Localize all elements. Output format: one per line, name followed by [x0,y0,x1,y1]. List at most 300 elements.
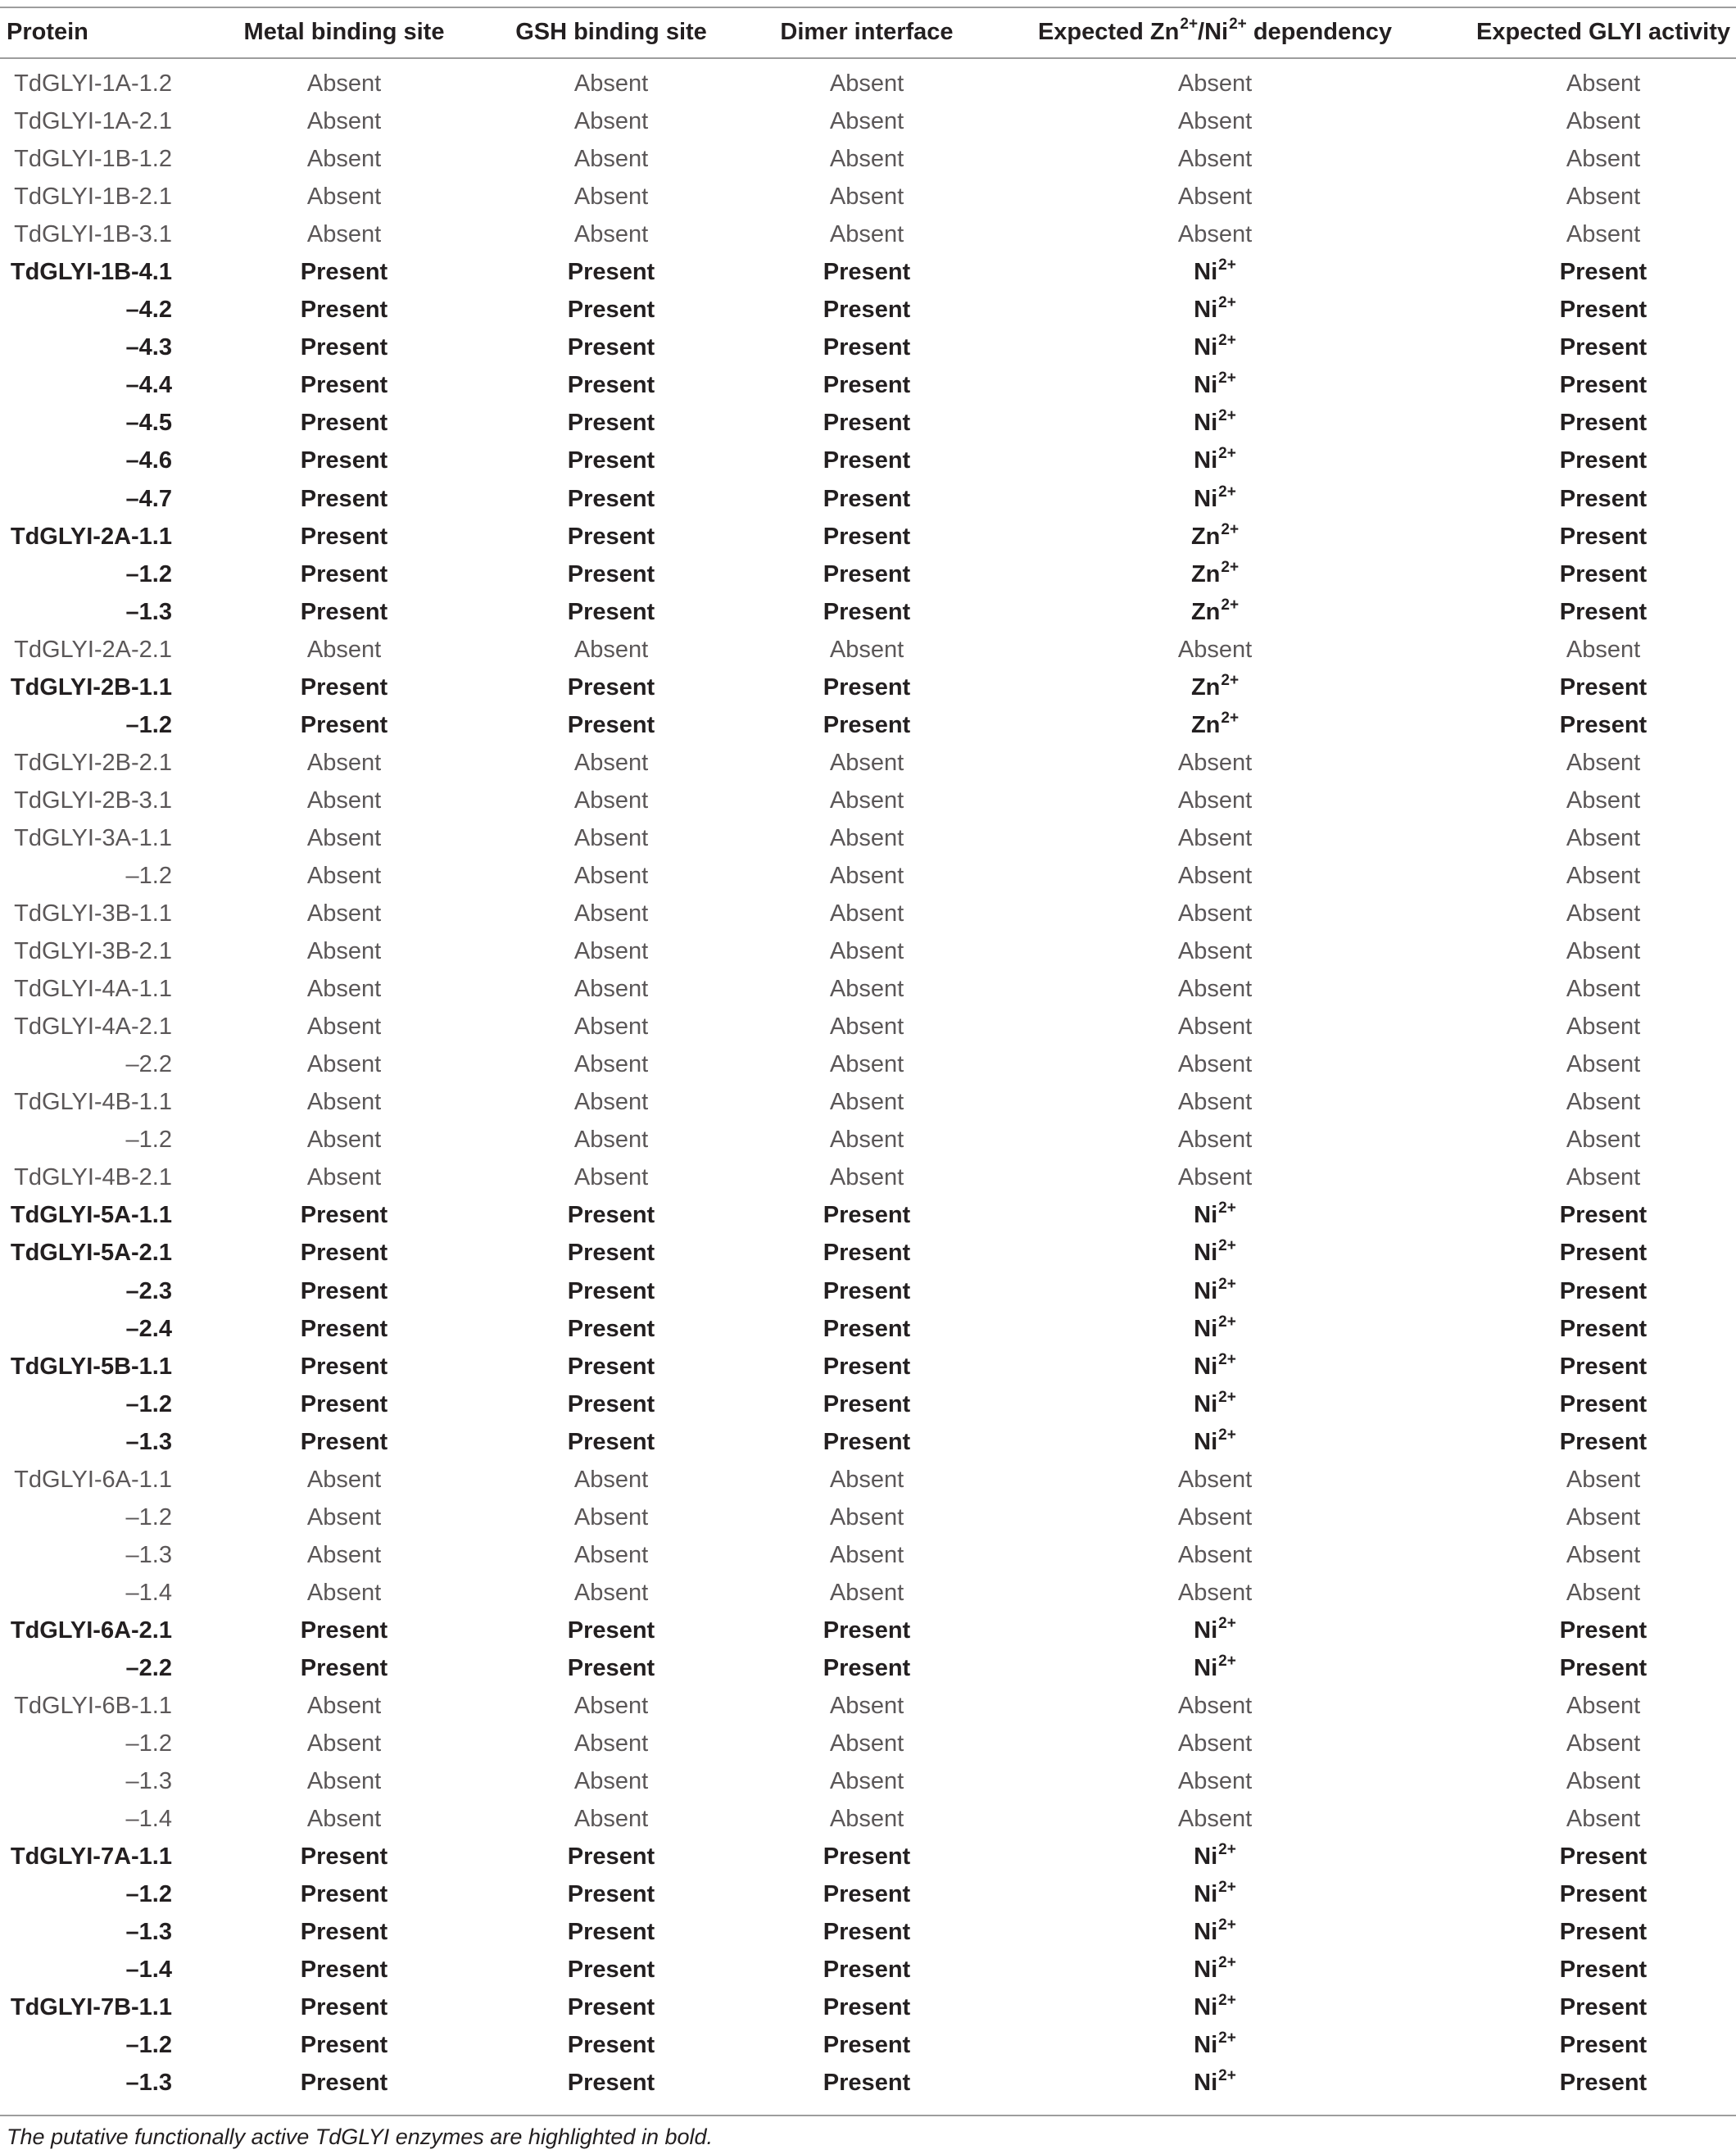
cell-metal-binding-site: Present [300,334,388,361]
cell-expected-glyi-activity: Present [1559,1277,1648,1304]
cell-protein: TdGLYI-2B-2.1 [14,749,172,776]
cell-expected-glyi-activity: Absent [1566,787,1641,814]
cell-gsh-binding-site: Present [567,598,655,625]
cell-protein: –1.3 [125,1541,172,1568]
dependency-ion: Ni [1194,1919,1218,1946]
dependency-ion: Zn [1190,673,1221,701]
dependency-ion-charge: 2+ [1218,483,1236,501]
cell-dimer-interface: Absent [829,1089,904,1116]
dependency-ion: Absent [1177,1127,1253,1154]
cell-metal-binding-site: Present [300,1843,388,1871]
cell-dimer-interface: Absent [829,1051,904,1078]
cell-expected-glyi-activity: Absent [1566,221,1641,248]
cell-dimer-interface: Present [823,1202,911,1229]
dependency-ion-charge: 2+ [1218,1237,1236,1255]
cell-protein: –4.4 [125,372,172,399]
cell-expected-dependency [1178,895,1252,932]
dependency-ion: Absent [1177,1730,1253,1757]
dependency-ion-charge: 2+ [1218,370,1236,388]
cell-expected-glyi-activity: Absent [1566,146,1641,173]
cell-expected-dependency [1194,1234,1236,1272]
cell-expected-dependency [1194,404,1236,442]
table-row [0,857,1736,895]
cell-expected-glyi-activity: Absent [1566,1768,1641,1795]
cell-protein: –1.2 [125,560,172,587]
cell-expected-glyi-activity: Present [1559,560,1648,587]
cell-dimer-interface: Present [823,1843,911,1871]
dependency-ion-charge: 2+ [1218,332,1236,350]
cell-gsh-binding-site: Absent [573,787,649,814]
table-row [0,2064,1736,2102]
cell-metal-binding-site: Present [300,1957,388,1984]
dependency-ion: Absent [1177,1693,1253,1720]
dependency-ion-charge: 2+ [1218,2029,1236,2047]
cell-dimer-interface: Absent [829,184,904,211]
table-row [0,291,1736,329]
cell-metal-binding-site: Present [300,1240,388,1267]
cell-expected-glyi-activity: Absent [1566,1503,1641,1530]
cell-protein: TdGLYI-1A-1.2 [14,70,172,97]
cell-expected-glyi-activity: Present [1559,1994,1648,2021]
cell-gsh-binding-site: Present [567,1277,655,1304]
cell-protein: TdGLYI-4B-2.1 [14,1164,172,1191]
dependency-ion: Absent [1177,1466,1253,1493]
cell-gsh-binding-site: Present [567,1843,655,1871]
dependency-ion: Ni [1194,1843,1218,1871]
cell-gsh-binding-site: Absent [573,1164,649,1191]
table-row [0,1272,1736,1310]
cell-protein: TdGLYI-2A-1.1 [10,523,172,550]
cell-expected-glyi-activity: Absent [1566,900,1641,927]
cell-expected-glyi-activity: Present [1559,1353,1648,1380]
table-row [0,1687,1736,1725]
dependency-ion-charge: 2+ [1218,407,1236,425]
cell-dimer-interface: Absent [829,146,904,173]
cell-expected-glyi-activity: Present [1559,2070,1648,2097]
cell-expected-dependency [1194,480,1236,518]
cell-expected-dependency [1194,1385,1236,1423]
cell-expected-dependency [1194,1988,1236,2026]
cell-expected-glyi-activity: Present [1559,372,1648,399]
cell-protein: TdGLYI-3A-1.1 [14,824,172,851]
cell-dimer-interface: Present [823,598,911,625]
cell-protein: –2.2 [125,1051,172,1078]
table-row [0,1988,1736,2026]
cell-metal-binding-site: Present [300,1919,388,1946]
cell-expected-glyi-activity: Present [1559,334,1648,361]
cell-gsh-binding-site: Present [567,1202,655,1229]
cell-metal-binding-site: Absent [306,900,382,927]
cell-expected-glyi-activity: Absent [1566,1127,1641,1154]
dependency-ion: Ni [1194,372,1218,399]
cell-dimer-interface: Present [823,2070,911,2097]
header-expected-dependency [1038,7,1392,57]
cell-expected-glyi-activity: Present [1559,1843,1648,1871]
cell-expected-dependency [1178,1159,1252,1196]
cell-dimer-interface: Present [823,1390,911,1417]
cell-expected-dependency [1194,1612,1236,1649]
table-row [0,1083,1736,1121]
cell-expected-dependency [1191,706,1239,744]
cell-metal-binding-site: Absent [306,1806,382,1833]
cell-protein: TdGLYI-7B-1.1 [10,1994,172,2021]
cell-dimer-interface: Absent [829,749,904,776]
dependency-ion: Absent [1177,70,1253,97]
cell-protein: –1.3 [125,2070,172,2097]
cell-protein: TdGLYI-1B-4.1 [10,259,172,286]
cell-dimer-interface: Absent [829,1466,904,1493]
dependency-ion-charge: 2+ [1218,1841,1236,1859]
cell-protein: TdGLYI-3B-1.1 [14,900,172,927]
cell-protein: –1.2 [125,1881,172,1908]
table-row [0,1574,1736,1612]
cell-gsh-binding-site: Present [567,1428,655,1455]
cell-expected-dependency [1194,442,1236,479]
cell-expected-dependency [1178,1762,1252,1800]
cell-protein: –4.6 [125,447,172,474]
cell-protein: TdGLYI-4B-1.1 [14,1089,172,1116]
header-dependency-mid: /Ni [1198,19,1229,45]
cell-expected-glyi-activity: Present [1559,410,1648,437]
table-row [0,1536,1736,1574]
cell-metal-binding-site: Absent [306,1768,382,1795]
cell-protein: –1.4 [125,1957,172,1984]
cell-protein: TdGLYI-6A-1.1 [14,1466,172,1493]
table-header-rule [0,57,1736,59]
dependency-ion: Zn [1190,523,1221,550]
cell-expected-glyi-activity: Absent [1566,1089,1641,1116]
cell-expected-glyi-activity: Present [1559,1390,1648,1417]
cell-protein: TdGLYI-6A-2.1 [10,1617,172,1644]
cell-expected-dependency [1194,1348,1236,1385]
cell-expected-dependency [1194,1649,1236,1687]
dependency-ion: Ni [1194,334,1218,361]
cell-expected-glyi-activity: Present [1559,598,1648,625]
cell-metal-binding-site: Absent [306,1127,382,1154]
cell-gsh-binding-site: Absent [573,1730,649,1757]
table-row [0,1875,1736,1913]
cell-expected-dependency [1178,1461,1252,1499]
cell-protein: –1.3 [125,1428,172,1455]
table-row [0,1045,1736,1083]
cell-gsh-binding-site: Absent [573,146,649,173]
cell-metal-binding-site: Present [300,673,388,701]
table-row [0,1725,1736,1762]
cell-gsh-binding-site: Absent [573,900,649,927]
cell-metal-binding-site: Absent [306,1579,382,1606]
cell-expected-glyi-activity: Absent [1566,1730,1641,1757]
dependency-ion: Absent [1177,862,1253,889]
cell-protein: –2.3 [125,1277,172,1304]
cell-expected-glyi-activity: Absent [1566,749,1641,776]
cell-dimer-interface: Present [823,1240,911,1267]
dependency-ion: Absent [1177,1541,1253,1568]
cell-metal-binding-site: Absent [306,1503,382,1530]
table-row [0,1159,1736,1196]
cell-expected-dependency [1194,2026,1236,2064]
table-row [0,669,1736,706]
dependency-ion: Ni [1194,447,1218,474]
cell-expected-dependency [1178,1574,1252,1612]
cell-expected-dependency [1178,1008,1252,1045]
table-body [0,65,1736,2102]
dependency-ion: Ni [1194,2032,1218,2059]
cell-expected-glyi-activity: Present [1559,711,1648,738]
cell-metal-binding-site: Present [300,259,388,286]
dependency-ion: Absent [1177,976,1253,1003]
cell-expected-glyi-activity: Absent [1566,824,1641,851]
cell-expected-glyi-activity: Absent [1566,1579,1641,1606]
table-row [0,518,1736,556]
cell-expected-glyi-activity: Present [1559,259,1648,286]
table-footnote: The putative functionally active TdGLYI enzymes are highlighted in bold. [7,2125,714,2149]
cell-expected-dependency [1178,1800,1252,1838]
table-row [0,593,1736,631]
cell-metal-binding-site: Absent [306,221,382,248]
cell-dimer-interface: Absent [829,976,904,1003]
cell-metal-binding-site: Present [300,297,388,324]
cell-dimer-interface: Present [823,1881,911,1908]
cell-expected-glyi-activity: Present [1559,1315,1648,1342]
cell-gsh-binding-site: Absent [573,1768,649,1795]
cell-expected-dependency [1178,65,1252,102]
cell-metal-binding-site: Present [300,1994,388,2021]
cell-gsh-binding-site: Absent [573,1806,649,1833]
cell-expected-dependency [1194,1838,1236,1875]
cell-metal-binding-site: Present [300,560,388,587]
cell-dimer-interface: Absent [829,1541,904,1568]
header-dimer-interface: Dimer interface [780,19,954,45]
cell-dimer-interface: Absent [829,1768,904,1795]
cell-gsh-binding-site: Present [567,1881,655,1908]
cell-protein: TdGLYI-1B-3.1 [14,221,172,248]
dependency-ion: Ni [1194,410,1218,437]
table-row [0,1838,1736,1875]
cell-gsh-binding-site: Present [567,1617,655,1644]
dependency-ion: Ni [1194,1428,1218,1455]
cell-dimer-interface: Present [823,372,911,399]
cell-gsh-binding-site: Absent [573,1503,649,1530]
dependency-ion: Absent [1177,108,1253,135]
dependency-ion-charge: 2+ [1221,558,1240,576]
cell-metal-binding-site: Present [300,372,388,399]
cell-gsh-binding-site: Present [567,1390,655,1417]
cell-expected-dependency [1191,669,1239,706]
cell-dimer-interface: Present [823,297,911,324]
table-row [0,706,1736,744]
cell-expected-dependency [1178,744,1252,782]
cell-dimer-interface: Present [823,485,911,512]
cell-protein: TdGLYI-3B-2.1 [14,938,172,965]
dependency-ion: Zn [1190,711,1221,738]
cell-gsh-binding-site: Present [567,410,655,437]
cell-expected-dependency [1178,1536,1252,1574]
cell-protein: –1.2 [125,1127,172,1154]
dependency-ion: Ni [1194,1957,1218,1984]
cell-dimer-interface: Present [823,711,911,738]
cell-metal-binding-site: Absent [306,1014,382,1041]
dependency-ion: Ni [1194,1277,1218,1304]
cell-dimer-interface: Absent [829,1806,904,1833]
cell-protein: –4.2 [125,297,172,324]
cell-expected-dependency [1178,1687,1252,1725]
cell-gsh-binding-site: Absent [573,1051,649,1078]
dependency-ion: Absent [1177,636,1253,663]
table-row [0,1348,1736,1385]
cell-expected-dependency [1194,329,1236,366]
dependency-ion-charge: 2+ [1218,1954,1236,1972]
dependency-ion-charge: 2+ [1218,1652,1236,1670]
cell-gsh-binding-site: Present [567,1654,655,1681]
cell-expected-glyi-activity: Absent [1566,976,1641,1003]
table-bottom-rule [0,2115,1736,2116]
cell-dimer-interface: Absent [829,1579,904,1606]
cell-metal-binding-site: Absent [306,70,382,97]
cell-protein: –1.4 [125,1579,172,1606]
cell-gsh-binding-site: Absent [573,1693,649,1720]
cell-expected-dependency [1178,178,1252,215]
cell-expected-dependency [1178,1725,1252,1762]
cell-dimer-interface: Absent [829,824,904,851]
cell-dimer-interface: Present [823,1919,911,1946]
cell-dimer-interface: Absent [829,1014,904,1041]
table-row [0,744,1736,782]
cell-gsh-binding-site: Present [567,2070,655,2097]
cell-metal-binding-site: Absent [306,1051,382,1078]
cell-dimer-interface: Absent [829,938,904,965]
dependency-ion-charge: 2+ [1218,256,1236,274]
table-row [0,2026,1736,2064]
cell-protein: –1.4 [125,1806,172,1833]
dependency-ion: Absent [1177,1806,1253,1833]
cell-protein: TdGLYI-1A-2.1 [14,108,172,135]
cell-gsh-binding-site: Present [567,673,655,701]
cell-metal-binding-site: Present [300,1315,388,1342]
cell-expected-dependency [1178,1045,1252,1083]
cell-dimer-interface: Present [823,259,911,286]
cell-expected-dependency [1178,1121,1252,1159]
cell-gsh-binding-site: Present [567,523,655,550]
cell-expected-glyi-activity: Present [1559,297,1648,324]
cell-protein: –1.2 [125,1390,172,1417]
cell-dimer-interface: Present [823,560,911,587]
cell-expected-glyi-activity: Present [1559,1957,1648,1984]
cell-metal-binding-site: Present [300,1277,388,1304]
cell-expected-glyi-activity: Absent [1566,70,1641,97]
cell-expected-glyi-activity: Absent [1566,108,1641,135]
cell-dimer-interface: Present [823,1428,911,1455]
cell-gsh-binding-site: Absent [573,1541,649,1568]
cell-metal-binding-site: Absent [306,1541,382,1568]
dependency-ion-charge: 2+ [1218,1879,1236,1897]
table-row [0,1499,1736,1536]
cell-gsh-binding-site: Absent [573,976,649,1003]
cell-protein: –1.2 [125,2032,172,2059]
dependency-ion-charge: 2+ [1221,709,1240,727]
dependency-ion-charge: 2+ [1218,1313,1236,1331]
cell-gsh-binding-site: Absent [573,1466,649,1493]
cell-expected-glyi-activity: Present [1559,1240,1648,1267]
dependency-ion: Ni [1194,1353,1218,1380]
dependency-ion-charge: 2+ [1218,1992,1236,2010]
cell-metal-binding-site: Absent [306,824,382,851]
cell-expected-glyi-activity: Absent [1566,636,1641,663]
cell-dimer-interface: Present [823,1654,911,1681]
cell-protein: TdGLYI-7A-1.1 [10,1843,172,1871]
table-row [0,895,1736,932]
cell-protein: TdGLYI-5B-1.1 [10,1353,172,1380]
table-row [0,1196,1736,1234]
cell-gsh-binding-site: Present [567,334,655,361]
cell-gsh-binding-site: Present [567,560,655,587]
cell-expected-dependency [1194,1951,1236,1988]
cell-expected-dependency [1191,556,1239,593]
table-row [0,1951,1736,1988]
dependency-ion: Ni [1194,2070,1218,2097]
table-row [0,970,1736,1008]
cell-protein: TdGLYI-2B-1.1 [10,673,172,701]
table-row [0,1008,1736,1045]
cell-gsh-binding-site: Absent [573,70,649,97]
header-gsh-binding-site: GSH binding site [515,19,707,45]
dependency-ion: Absent [1177,787,1253,814]
cell-protein: –4.5 [125,410,172,437]
table-row [0,1762,1736,1800]
dependency-ion-charge: 2+ [1221,671,1240,689]
table-header-row [0,7,1736,57]
cell-dimer-interface: Present [823,447,911,474]
dependency-ion: Absent [1177,1089,1253,1116]
cell-metal-binding-site: Present [300,1881,388,1908]
cell-dimer-interface: Present [823,1353,911,1380]
cell-dimer-interface: Present [823,523,911,550]
cell-metal-binding-site: Present [300,2032,388,2059]
cell-gsh-binding-site: Absent [573,824,649,851]
cell-gsh-binding-site: Absent [573,636,649,663]
cell-protein: TdGLYI-5A-2.1 [10,1240,172,1267]
cell-metal-binding-site: Present [300,1390,388,1417]
table-row [0,215,1736,253]
cell-gsh-binding-site: Absent [573,1127,649,1154]
cell-gsh-binding-site: Absent [573,749,649,776]
cell-expected-dependency [1194,253,1236,291]
dependency-ion-charge: 2+ [1218,1199,1236,1218]
cell-metal-binding-site: Absent [306,749,382,776]
cell-dimer-interface: Present [823,673,911,701]
cell-metal-binding-site: Absent [306,184,382,211]
cell-expected-dependency [1178,782,1252,819]
cell-dimer-interface: Present [823,410,911,437]
table-row [0,366,1736,404]
dependency-ion: Absent [1177,900,1253,927]
cell-expected-dependency [1178,140,1252,178]
header-dependency-sup-zn: 2+ [1180,16,1199,33]
header-dependency-prefix: Expected Zn [1037,19,1180,45]
dependency-ion: Absent [1177,938,1253,965]
dependency-ion-charge: 2+ [1218,1426,1236,1444]
cell-protein: TdGLYI-5A-1.1 [10,1202,172,1229]
cell-expected-glyi-activity: Present [1559,1428,1648,1455]
cell-gsh-binding-site: Absent [573,938,649,965]
cell-protein: TdGLYI-4A-2.1 [14,1014,172,1041]
cell-gsh-binding-site: Absent [573,221,649,248]
cell-expected-glyi-activity: Absent [1566,1164,1641,1191]
dependency-ion: Absent [1177,146,1253,173]
cell-dimer-interface: Present [823,334,911,361]
dependency-ion: Ni [1194,1315,1218,1342]
cell-metal-binding-site: Present [300,523,388,550]
cell-expected-glyi-activity: Present [1559,523,1648,550]
